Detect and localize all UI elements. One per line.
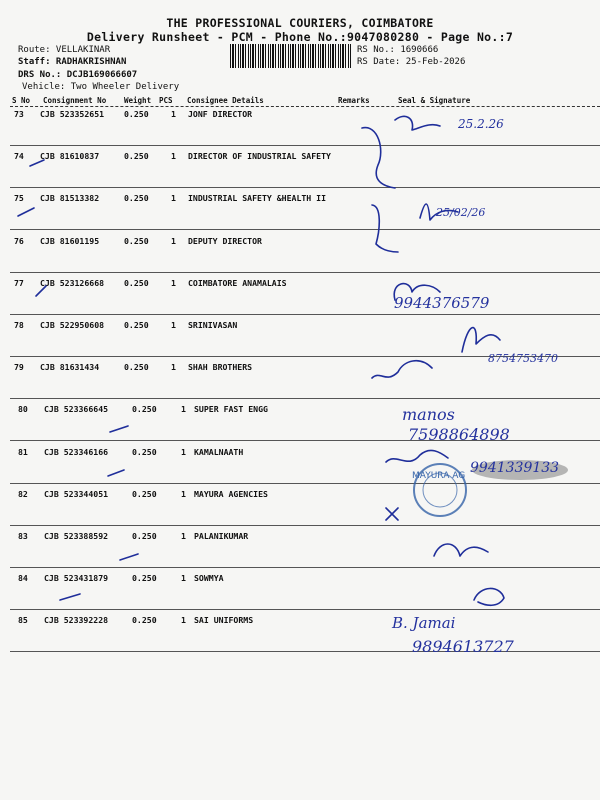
tick-mark xyxy=(18,208,34,216)
handwritten-phone: 8754753470 xyxy=(488,352,558,365)
row-consignment-no: CJB 523126668 xyxy=(40,277,105,288)
row-weight: 0.250 xyxy=(124,109,149,119)
row-sno: 73 xyxy=(14,109,24,119)
row-consignee: DIRECTOR OF INDUSTRIAL SAFETY xyxy=(188,151,331,162)
row-consignment-no: CJB 523352651 xyxy=(40,109,105,119)
signature-mark xyxy=(362,128,395,188)
signature-mark xyxy=(372,361,432,378)
col-remarks: Remarks xyxy=(338,96,370,105)
row-consignment-no: CJB 81631434 xyxy=(40,362,100,373)
row-consignee: MAYURA AGENCIES xyxy=(194,488,268,499)
col-pcs: PCS xyxy=(159,96,173,105)
col-seal-signature: Seal & Signature xyxy=(398,96,471,105)
row-consignee: PALANIKUMAR xyxy=(194,531,249,541)
row-consignment-no: CJB 522950608 xyxy=(40,320,105,330)
row-weight: 0.250 xyxy=(132,446,157,457)
handwritten-phone: 7598864898 xyxy=(408,425,510,444)
row-consignment-no: CJB 523392228 xyxy=(44,615,109,626)
row-consignment-no: CJB 81513382 xyxy=(40,193,100,204)
row-sno: 76 xyxy=(14,235,24,246)
row-pcs: 1 xyxy=(181,446,186,457)
document-subtitle: Delivery Runsheet - PCM - Phone No.:9047080280 - Page No.:7 xyxy=(86,30,514,44)
row-consignee: SOWMYA xyxy=(194,573,224,584)
row-sno: 84 xyxy=(18,573,28,584)
row-consignment-no: CJB 523388592 xyxy=(44,531,109,541)
row-sno: 75 xyxy=(14,193,24,204)
rs-number: RS No.: 1690666 xyxy=(357,45,439,55)
row-pcs: 1 xyxy=(181,573,186,584)
row-weight: 0.250 xyxy=(124,235,149,246)
handwritten-date: 25.2.26 xyxy=(458,117,504,131)
row-sno: 85 xyxy=(18,615,28,626)
row-pcs: 1 xyxy=(181,615,186,626)
row-consignee: SUPER FAST ENGG xyxy=(194,404,268,415)
handwritten-phone: 9941339133 xyxy=(470,460,560,476)
col-consignee-details: Consignee Details xyxy=(187,96,264,105)
row-weight: 0.250 xyxy=(124,277,149,288)
row-consignee: SRINIVASAN xyxy=(188,320,238,330)
row-weight: 0.250 xyxy=(132,488,157,499)
row-pcs: 1 xyxy=(181,488,186,499)
handwritten-date: 25/02/26 xyxy=(436,206,486,219)
col-weight: Weight xyxy=(124,96,152,105)
row-consignee: SAI UNIFORMS xyxy=(194,615,254,626)
handwritten-phone: 9944376579 xyxy=(394,294,490,312)
row-consignee: JONF DIRECTOR xyxy=(188,109,253,119)
row-sno: 82 xyxy=(18,488,28,499)
row-pcs: 1 xyxy=(181,404,186,415)
signature-mark xyxy=(372,205,398,252)
tick-mark xyxy=(30,160,44,166)
row-weight: 0.250 xyxy=(132,404,157,415)
row-consignment-no: CJB 81601195 xyxy=(40,235,100,246)
rs-date: RS Date: 25-Feb-2026 xyxy=(357,57,466,67)
signature-mark xyxy=(395,116,440,130)
signature-mark xyxy=(434,544,488,556)
row-pcs: 1 xyxy=(171,151,176,162)
row-consignee: INDUSTRIAL SAFETY &HEALTH II xyxy=(188,193,327,204)
row-weight: 0.250 xyxy=(124,320,149,330)
tick-mark xyxy=(120,554,138,560)
row-consignee: COIMBATORE ANAMALAIS xyxy=(188,277,287,288)
row-pcs: 1 xyxy=(171,109,176,119)
signature-mark xyxy=(474,588,504,605)
row-consignment-no: CJB 523366645 xyxy=(44,404,109,415)
signature-mark xyxy=(462,328,500,352)
row-sno: 74 xyxy=(14,151,24,162)
row-consignment-no: CJB 523346166 xyxy=(44,446,109,457)
row-pcs: 1 xyxy=(181,531,186,541)
row-consignment-no: CJB 523344051 xyxy=(44,488,109,499)
staff-label: Staff: RADHAKRISHNAN xyxy=(18,57,127,67)
row-weight: 0.250 xyxy=(132,615,157,626)
row-pcs: 1 xyxy=(171,235,176,246)
row-consignment-no: CJB 81610837 xyxy=(40,151,100,162)
row-consignment-no: CJB 523431879 xyxy=(44,573,109,584)
row-sno: 81 xyxy=(18,446,28,457)
col-sno: S No xyxy=(12,96,31,105)
row-sno: 79 xyxy=(14,362,24,373)
tick-mark xyxy=(60,594,80,600)
drs-number: DRS No.: DCJB169066607 xyxy=(18,70,138,80)
tick-mark xyxy=(36,286,46,296)
row-weight: 0.250 xyxy=(132,573,157,584)
row-sno: 80 xyxy=(18,404,28,415)
row-sno: 77 xyxy=(14,277,24,288)
row-weight: 0.250 xyxy=(132,531,157,541)
handwritten-name: manos xyxy=(402,405,455,424)
row-weight: 0.250 xyxy=(124,193,149,204)
tick-mark xyxy=(108,470,124,476)
row-pcs: 1 xyxy=(171,320,176,330)
handwritten-phone: 9894613727 xyxy=(412,637,514,656)
row-sno: 78 xyxy=(14,320,24,330)
col-consignment: Consignment No xyxy=(43,96,107,105)
row-weight: 0.250 xyxy=(124,362,149,373)
document-title: THE PROFESSIONAL COURIERS, COIMBATORE xyxy=(166,16,434,30)
row-sno: 83 xyxy=(18,531,28,541)
route-label: Route: VELLAKINAR xyxy=(18,45,111,55)
row-consignee: SHAH BROTHERS xyxy=(188,362,253,373)
cross-mark xyxy=(386,508,398,520)
row-pcs: 1 xyxy=(171,362,176,373)
tick-mark xyxy=(110,426,128,432)
row-weight: 0.250 xyxy=(124,151,149,162)
row-consignee: DEPUTY DIRECTOR xyxy=(188,235,262,246)
handwritten-name: B. Jamai xyxy=(392,614,456,632)
row-pcs: 1 xyxy=(171,277,176,288)
row-consignee: KAMALNAATH xyxy=(194,446,244,457)
vehicle-label: Vehicle: Two Wheeler Delivery xyxy=(22,82,180,92)
row-pcs: 1 xyxy=(171,193,176,204)
signature-mark xyxy=(386,450,448,462)
stamp-text: MAYURA AG xyxy=(412,471,466,481)
